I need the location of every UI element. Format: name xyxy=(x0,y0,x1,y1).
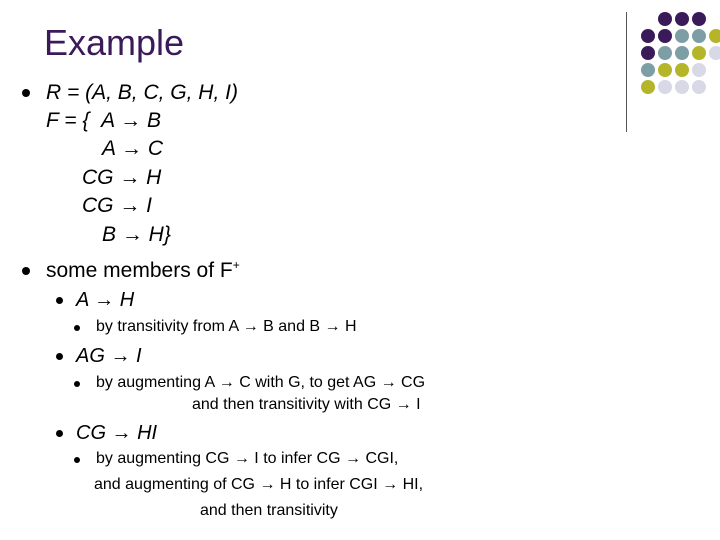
member-item-detail: by transitivity from A → B and B → H xyxy=(96,318,357,335)
decorative-dot xyxy=(675,12,689,26)
slide-title: Example xyxy=(44,22,185,63)
member-item-detail: and then transitivity xyxy=(200,502,338,519)
decorative-dot xyxy=(692,80,706,94)
divider-line xyxy=(626,12,627,132)
decorative-dot xyxy=(641,80,655,94)
decorative-dot xyxy=(641,63,655,77)
members-heading: some members of F+ xyxy=(46,258,240,282)
decorative-dot xyxy=(675,29,689,43)
decorative-dot xyxy=(692,46,706,60)
fd-set-line xyxy=(46,109,161,133)
decorative-dot xyxy=(675,63,689,77)
member-item-detail: by augmenting CG → I to infer CG → CGI, xyxy=(96,450,399,467)
fd-item: B → H} xyxy=(102,223,171,246)
member-item-detail: by augmenting A → C with G, to get AG → CG xyxy=(96,374,426,391)
relation-line: R = (A, B, C, G, H, I) xyxy=(46,81,238,104)
fd-item: A → C xyxy=(102,137,164,160)
fd-item: A → B xyxy=(101,109,161,132)
member-item-head: CG → HI xyxy=(76,422,158,444)
decorative-dot xyxy=(658,63,672,77)
bullet-icon xyxy=(56,430,63,437)
bullet-icon xyxy=(22,267,30,275)
decorative-dot xyxy=(709,46,720,60)
fd-set-open: F = { xyxy=(46,109,90,132)
decorative-dot xyxy=(641,29,655,43)
fd-item: CG → H xyxy=(82,166,162,189)
decorative-dot xyxy=(692,12,706,26)
decorative-dot xyxy=(658,12,672,26)
decorative-dot xyxy=(658,29,672,43)
member-item-detail: and then transitivity with CG → I xyxy=(192,396,421,413)
decorative-dot xyxy=(692,63,706,77)
decorative-dot xyxy=(675,80,689,94)
decorative-dot xyxy=(658,46,672,60)
decorative-dot xyxy=(641,46,655,60)
decorative-dot xyxy=(692,29,706,43)
decorative-dot xyxy=(658,80,672,94)
member-item-detail: and augmenting of CG → H to infer CGI → HI, xyxy=(94,476,424,493)
bullet-icon xyxy=(74,325,80,331)
bullet-icon xyxy=(74,381,80,387)
bullet-icon xyxy=(74,457,80,463)
member-item-head: AG → I xyxy=(76,345,142,367)
decorative-dot xyxy=(709,29,720,43)
bullet-icon xyxy=(22,89,30,97)
decorative-dot xyxy=(675,46,689,60)
member-item-head: A → H xyxy=(76,289,135,311)
bullet-icon xyxy=(56,297,63,304)
fd-item: CG → I xyxy=(82,194,153,217)
bullet-icon xyxy=(56,353,63,360)
